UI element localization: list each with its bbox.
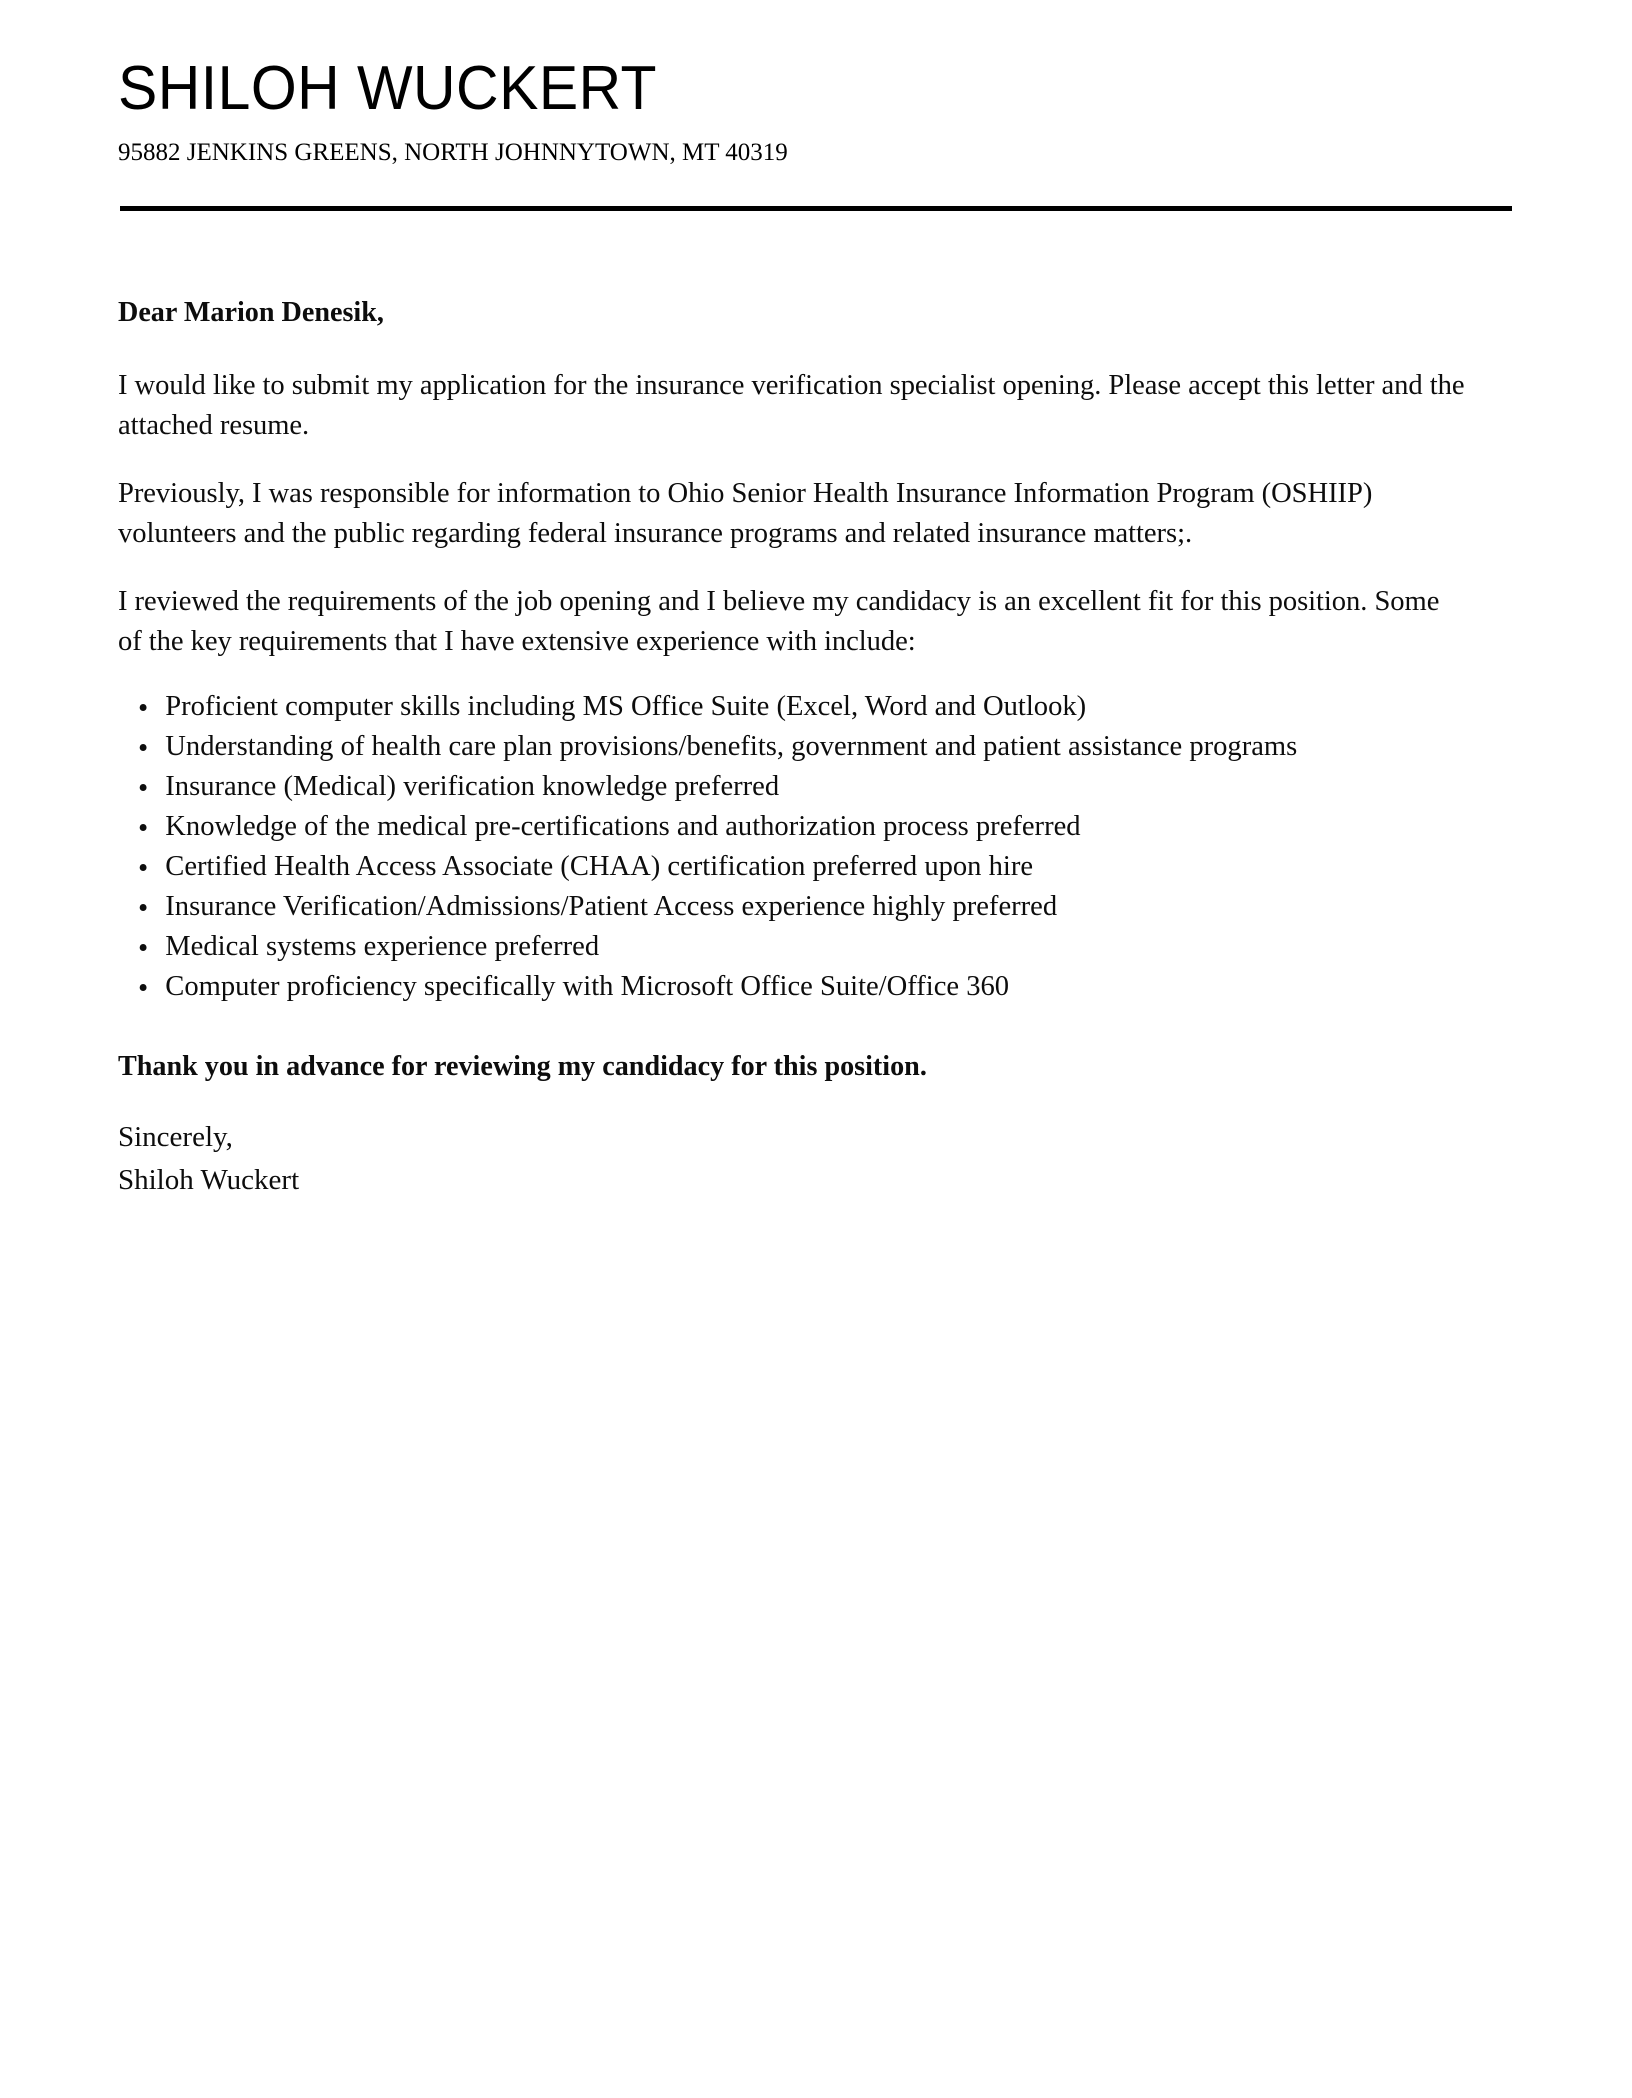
list-item-text: Computer proficiency specifically with Microsoft Office Suite/Office 360: [165, 970, 1010, 1002]
list-item: [118, 807, 1469, 846]
list-item: [118, 847, 1469, 886]
letterhead: [118, 52, 1518, 170]
list-item: [118, 727, 1469, 766]
body-paragraph-2: Previously, I was responsible for information to Ohio Senior Health Insurance Information Program (OSHIIP) volunteers and the public regarding federal insurance programs and related insurance matters;.: [118, 477, 1373, 549]
list-item-text: Certified Health Access Associate (CHAA) certification preferred upon hire: [165, 850, 1034, 882]
bullet-icon: [140, 704, 147, 711]
bullet-icon: [140, 904, 147, 911]
bullet-icon: [140, 784, 147, 791]
closing-statement: Thank you in advance for reviewing my candidacy for this position.: [118, 1050, 927, 1082]
page-title: SHILOH WUCKERT: [118, 54, 658, 123]
list-item: [118, 967, 1469, 1006]
list-item: [118, 687, 1469, 726]
signature-name: Shiloh Wuckert: [118, 1164, 300, 1196]
list-item-text: Proficient computer skills including MS Office Suite (Excel, Word and Outlook): [165, 690, 1087, 722]
candidate-address: 95882 JENKINS GREENS, NORTH JOHNNYTOWN, MT 40319: [118, 139, 788, 166]
bullet-icon: [140, 864, 147, 871]
bullet-icon: [140, 984, 147, 991]
bullet-icon: [140, 944, 147, 951]
bullet-icon: [140, 824, 147, 831]
list-item: [118, 927, 1469, 966]
salutation: Dear Marion Denesik,: [118, 296, 384, 328]
requirements-list: [118, 687, 1490, 1006]
header-divider: [120, 206, 1512, 211]
signoff-block: [118, 1116, 1490, 1202]
body-paragraph-3: I reviewed the requirements of the job opening and I believe my candidacy is an excellent fit for this position. Some of the key requirements that I have extensive experience with include:: [118, 585, 1440, 657]
list-item-text: Insurance (Medical) verification knowledge preferred: [165, 770, 780, 802]
list-item-text: Understanding of health care plan provisions/benefits, government and patient assistance programs: [165, 730, 1298, 762]
letter-body: [118, 292, 1490, 1202]
list-item-text: Knowledge of the medical pre-certifications and authorization process preferred: [165, 810, 1081, 842]
list-item: [118, 887, 1469, 926]
body-paragraph-1: I would like to submit my application for the insurance verification specialist opening. Please accept this letter and the attached resume.: [118, 369, 1465, 441]
list-item: [118, 767, 1469, 806]
list-item-text: Medical systems experience preferred: [165, 930, 600, 962]
list-item-text: Insurance Verification/Admissions/Patient Access experience highly preferred: [165, 890, 1058, 922]
bullet-icon: [140, 744, 147, 751]
valediction: Sincerely,: [118, 1121, 233, 1153]
